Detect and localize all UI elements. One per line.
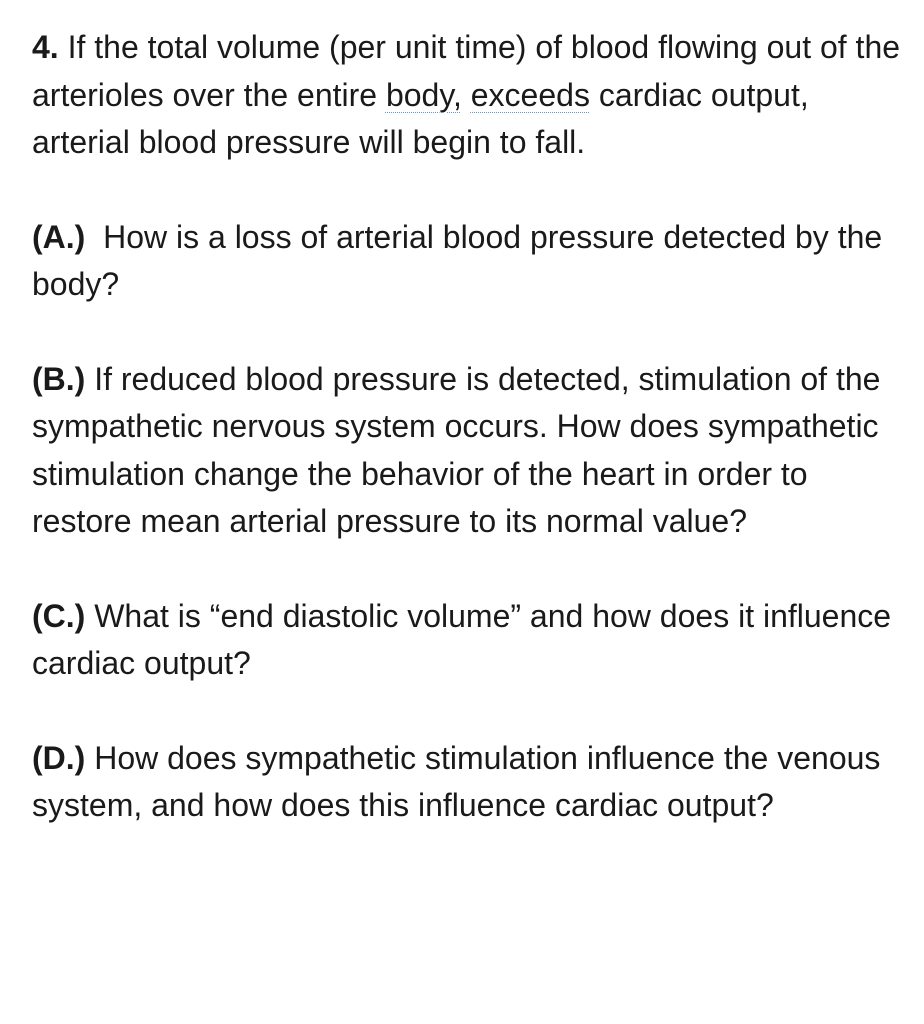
question-stem [32,24,902,167]
question-number: 4. [32,29,59,65]
part-c-text: What is “end diastolic volume” and how does it influence cardiac output? [32,597,892,681]
part-c-label: (C.) [32,597,86,634]
part-d-label: (D.) [32,739,86,776]
part-c [32,593,902,688]
part-b-text: If reduced blood pressure is detected, stimulation of the sympathetic nervous system occurs. How does sympathetic stimulation change the behavior of the heart in order to restore mean arterial pressure to its normal value? [32,360,881,539]
part-a [32,214,902,309]
document-body [32,24,902,877]
part-a-label: (A.) [32,218,86,255]
question-stem-text-2: cardiac output, arterial blood pressure will begin to fall. [32,76,809,160]
part-b-label: (B.) [32,360,86,397]
grammar-flag-exceeds: exceeds [470,76,590,113]
grammar-flag-body: body, [385,76,462,113]
part-b [32,356,902,546]
part-a-text: How is a loss of arterial blood pressure detected by the body? [32,218,883,302]
part-d [32,735,902,830]
question-stem-text-1: If the total volume (per unit time) of blood flowing out of the arterioles over the entire [32,29,901,113]
part-d-text: How does sympathetic stimulation influence the venous system, and how does this influence cardiac output? [32,739,881,823]
